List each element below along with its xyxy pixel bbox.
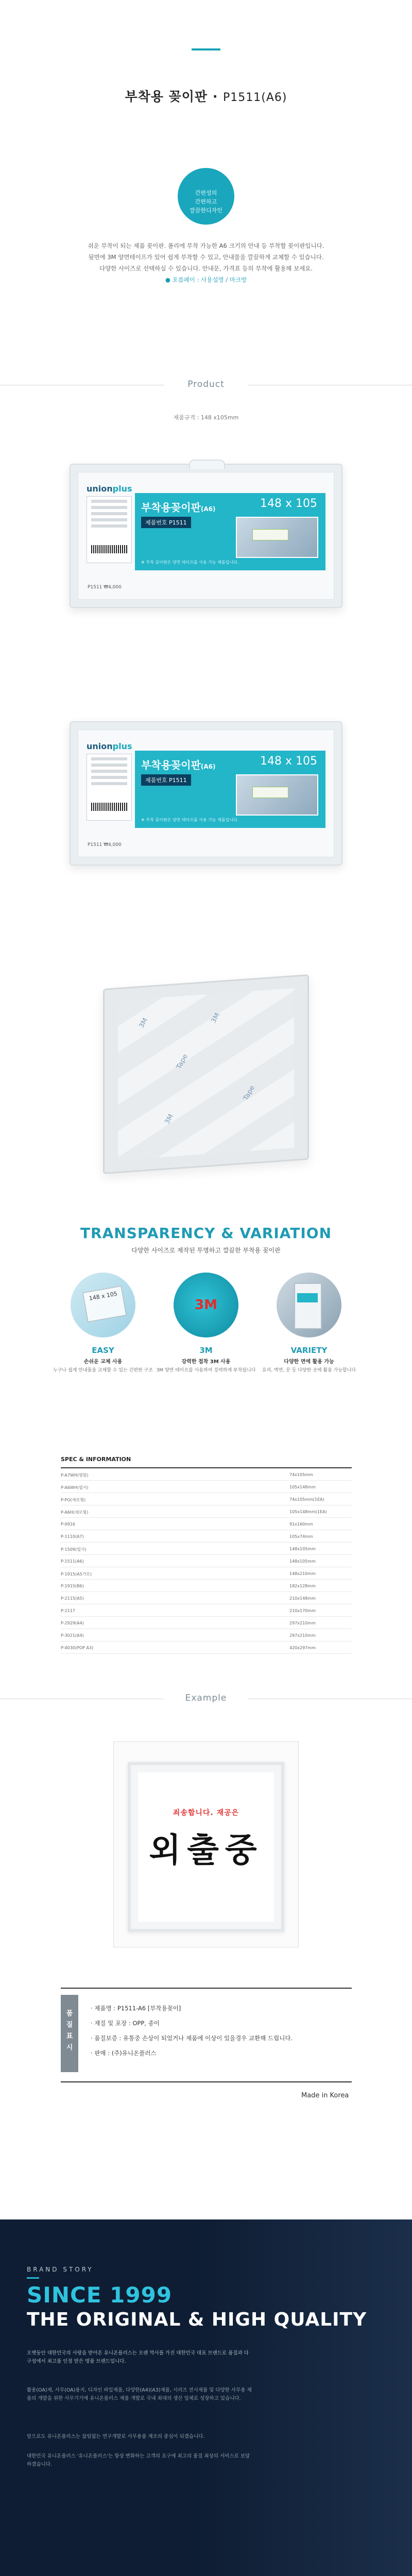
feature-easy bbox=[52, 1273, 154, 1374]
made-in-label: Made in Korea bbox=[301, 2092, 349, 2099]
title-model: P1511(A6) bbox=[223, 91, 287, 104]
title-separator: · bbox=[212, 89, 218, 104]
info-line: · 품질보증 : 유통중 손상이 되었거나 제품에 이상이 있을경우 교환해 드립니다. bbox=[91, 2035, 293, 2042]
section-example-label: Example bbox=[185, 1693, 227, 1703]
banner-title: 부착용꽂이판(A6) bbox=[141, 501, 216, 514]
desc-line-2: 뒷면에 3M 양면테이프가 있어 쉽게 부착할 수 있고, 안내물을 깔끔하게 교체할 수 있습니다. bbox=[88, 253, 324, 261]
spec-size: 182x128mm bbox=[289, 1584, 316, 1588]
feature-variety bbox=[258, 1273, 360, 1374]
spec-model: P-2929(A4) bbox=[61, 1621, 84, 1625]
section-example bbox=[0, 1690, 412, 1708]
tape-text-5: 3M bbox=[163, 1113, 176, 1126]
variety-photo bbox=[277, 1273, 341, 1337]
brand-paragraph-1: 오랫동안 대한민국의 사랑을 받아온 유니온플러스는 오랜 역사를 가진 대한민국 대표 브랜드로 품질과 다구성에서 최고를 인정 받은 명품 브랜드입니다. bbox=[27, 2350, 249, 2364]
brand-since: SINCE 1999 bbox=[27, 2282, 173, 2308]
table-row bbox=[61, 1617, 352, 1629]
tape-text-3: 3M bbox=[210, 1012, 222, 1025]
table-row bbox=[61, 1543, 352, 1555]
brand-paragraph-4: 대한민국 유니온플러스 '유니온플러스'는 항상 변화하는 고객의 요구에 최고의 품질 최상의 서비스로 보답하겠습니다. bbox=[27, 2453, 250, 2467]
product-image-1 bbox=[70, 464, 342, 608]
spec-model: P-1509(엽서) bbox=[61, 1547, 87, 1552]
section-product bbox=[0, 376, 412, 395]
product-image-2 bbox=[70, 721, 342, 866]
feature-sub: 다양한 면에 활용 가능 bbox=[284, 1359, 334, 1365]
spec-model: P-2115(A5) bbox=[61, 1596, 84, 1601]
spec-size: 148x210mm bbox=[289, 1571, 316, 1576]
table-row bbox=[61, 1493, 352, 1505]
spec-model: P-3021(A4) bbox=[61, 1633, 84, 1638]
title-text: 부착용 꽂이판 bbox=[125, 89, 208, 104]
banner-notice: ※ 부착 꽂이판은 양면 테이프를 사용 가능 제품입니다. bbox=[141, 560, 239, 565]
sign-top-text: 죄송합니다. 재공은 bbox=[173, 1809, 239, 1817]
feature-name: EASY bbox=[92, 1346, 114, 1355]
page-title bbox=[0, 87, 412, 105]
product-info-list bbox=[91, 2001, 293, 2061]
sign-main-text: 외출중 bbox=[149, 1832, 263, 1870]
spec-size: 74x105mm bbox=[289, 1472, 313, 1477]
spec-model: P-1915(B6) bbox=[61, 1584, 84, 1588]
table-row bbox=[61, 1592, 352, 1604]
easy-card: 148 x 105 bbox=[83, 1286, 127, 1322]
3m-logo-icon: 3M bbox=[195, 1297, 217, 1313]
door-icon bbox=[294, 1283, 322, 1329]
info-line: · 제품명 : P1511-A6 [부착용꽂이] bbox=[91, 2005, 181, 2012]
banner-photo bbox=[236, 774, 318, 816]
banner-title: 부착용꽂이판(A6) bbox=[141, 759, 216, 771]
tv-subtitle: 다양한 사이즈로 제작된 투명하고 깔끔한 부착용 꽂이판 bbox=[131, 1247, 281, 1254]
spec-size: 74x105mm(1EA) bbox=[289, 1497, 324, 1502]
label-card bbox=[87, 754, 132, 821]
table-row bbox=[61, 1604, 352, 1617]
spec-model: P-0916 bbox=[61, 1522, 75, 1527]
table-row bbox=[61, 1567, 352, 1580]
banner-dims: 148 x 105 bbox=[260, 755, 317, 768]
product-description bbox=[62, 240, 350, 285]
feature-desc: 유리, 벽면, 문 등 다양한 곳에 활용 가능합니다 bbox=[262, 1368, 356, 1373]
label-card bbox=[87, 496, 132, 563]
spec-size: 105x148mm(1EA) bbox=[289, 1510, 327, 1514]
quality-tag: 품 질 표 시 bbox=[61, 1995, 78, 2072]
brand-paragraph-2: 활용(OA)제, 사무(OA)용지, 디자인 파일제품, 다양한(A4)(A3)제품, 시리즈 전시제품 및 다양한 사무용 제품의 개발을 위한 사무기기에 유니온플러스 제품 개발로 국내 최대의 생산 업체로 성장하고 있습니다. bbox=[27, 2387, 252, 2401]
spec-size: 420x297mm bbox=[289, 1646, 316, 1650]
feature-badge bbox=[178, 168, 234, 225]
info-line: · 판매 : (주)유니온플러스 bbox=[91, 2049, 157, 2057]
tape-text-2: Tape bbox=[175, 1053, 190, 1071]
brand-logo: unionplus bbox=[87, 741, 132, 751]
badge-line-3: 깔끔한디자인 bbox=[190, 207, 222, 214]
brand-story-bar bbox=[27, 2277, 39, 2279]
table-row bbox=[61, 1641, 352, 1654]
table-row bbox=[61, 1555, 352, 1567]
header-accent-bar bbox=[192, 48, 220, 50]
table-row bbox=[61, 1518, 352, 1530]
spec-model: P-PO(세로형) bbox=[61, 1498, 86, 1502]
brand-story-label: BRAND STORY bbox=[27, 2266, 94, 2273]
spec-size: 91x160mm bbox=[289, 1522, 313, 1527]
spec-title: SPEC & INFORMATION bbox=[61, 1456, 131, 1463]
barcode-icon bbox=[91, 545, 127, 553]
feature-sub: 강력한 접착 3M 사용 bbox=[181, 1359, 231, 1365]
tape-text-1: 3M bbox=[138, 1016, 150, 1030]
tape-back-photo bbox=[103, 974, 309, 1174]
product-banner bbox=[135, 751, 325, 828]
spec-model: P-A6WH(엽서) bbox=[61, 1485, 89, 1490]
feature-desc: 3M 양면 테이프를 사용하여 강력하게 부착됩니다 bbox=[156, 1368, 256, 1373]
banner-model-tag: 제품번호 P1511 bbox=[141, 517, 191, 528]
spec-size: 105x74mm bbox=[289, 1534, 313, 1539]
product-banner bbox=[135, 493, 325, 570]
feature-name: VARIETY bbox=[290, 1346, 328, 1355]
spec-model: P-1511(A6) bbox=[61, 1559, 84, 1564]
barcode-icon bbox=[91, 803, 127, 811]
spec-size: 297x210mm bbox=[289, 1621, 316, 1625]
brand-logo: unionplus bbox=[87, 484, 132, 494]
table-row bbox=[61, 1580, 352, 1592]
hanger-tab bbox=[189, 460, 225, 469]
desc-line-4: ● 포름페이 : 사용설명 / 마크방 bbox=[165, 276, 247, 283]
feature-sub: 손쉬운 교체 사용 bbox=[83, 1359, 123, 1365]
brand-paragraph-3: 앞으로도 유니온플러스는 끊임없는 연구개발로 사무용품 제조의 중심이 되겠습니다. bbox=[27, 2434, 205, 2439]
tv-title: TRANSPARENCY & VARIATION bbox=[80, 1225, 332, 1242]
spec-model: P-2117 bbox=[61, 1608, 75, 1613]
table-row bbox=[61, 1629, 352, 1641]
info-divider-bottom bbox=[61, 2081, 352, 2082]
feature-desc: 누구나 쉽게 안내물을 교체할 수 있는 간편한 구조 bbox=[53, 1368, 153, 1373]
spec-size: 297x210mm bbox=[289, 1633, 316, 1638]
feature-3m bbox=[154, 1273, 258, 1374]
brand-original: THE ORIGINAL & HIGH QUALITY bbox=[27, 2309, 367, 2330]
badge-line-2: 간편하고 bbox=[195, 198, 217, 205]
table-row bbox=[61, 1505, 352, 1518]
tape-text-4: Tape bbox=[242, 1084, 257, 1102]
spec-size: 148x105mm bbox=[289, 1559, 316, 1564]
price-tag: P1511 ₩4,000 bbox=[88, 585, 122, 590]
easy-photo bbox=[71, 1273, 135, 1337]
example-frame bbox=[128, 1762, 284, 1932]
info-divider-top bbox=[61, 1988, 352, 1989]
banner-model-tag: 제품번호 P1511 bbox=[141, 774, 191, 786]
spec-model: P-4030(POP A3) bbox=[61, 1646, 94, 1650]
spec-size: 105x148mm bbox=[289, 1485, 316, 1489]
spec-size: 210x148mm bbox=[289, 1596, 316, 1601]
spec-size: 148x105mm bbox=[289, 1547, 316, 1551]
banner-photo bbox=[236, 517, 318, 558]
table-row bbox=[61, 1481, 352, 1493]
info-line: · 재질 및 포장 : OPP, 종이 bbox=[91, 2020, 160, 2027]
banner-notice: ※ 부착 꽂이판은 양면 테이프를 사용 가능 제품입니다. bbox=[141, 818, 239, 822]
spec-table bbox=[61, 1467, 352, 1654]
feature-name: 3M bbox=[199, 1346, 213, 1355]
table-row bbox=[61, 1530, 352, 1543]
desc-line-3: 다양한 사이즈로 선택하실 수 있습니다. 안내문, 가격표 등의 부착에 활용해 보세요. bbox=[99, 265, 313, 272]
3m-photo bbox=[174, 1273, 238, 1337]
table-row bbox=[61, 1468, 352, 1481]
banner-dims: 148 x 105 bbox=[260, 497, 317, 510]
spec-model: P-1110(A7) bbox=[61, 1534, 84, 1539]
spec-model: P-1915(A5가로) bbox=[61, 1572, 92, 1577]
desc-line-1: 쉬운 부착이 되는 제품 꽂이판. 폴리에 부착 가능한 A6 크기의 안내 등 부착할 꽂이판입니다. bbox=[88, 242, 324, 249]
spec-model: P-A7WH(명함) bbox=[61, 1473, 89, 1478]
spec-model: P-A6H(세로형) bbox=[61, 1510, 89, 1515]
badge-line-1: 간편성의 bbox=[195, 190, 217, 196]
section-product-label: Product bbox=[187, 379, 225, 389]
size-info: 제품규격 : 148 x105mm bbox=[173, 414, 239, 421]
price-tag: P1511 ₩4,000 bbox=[88, 842, 122, 848]
spec-size: 210x170mm bbox=[289, 1608, 316, 1613]
